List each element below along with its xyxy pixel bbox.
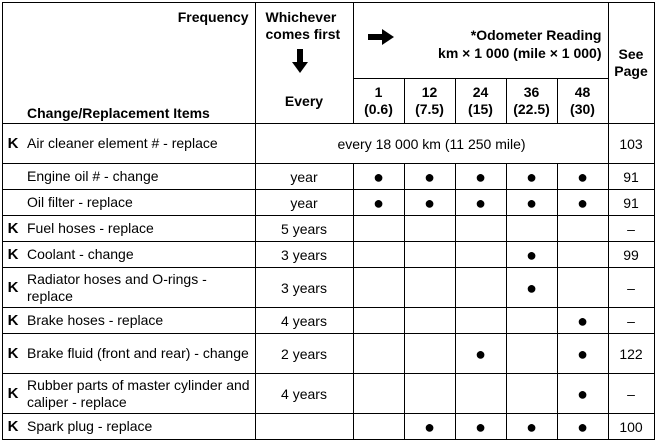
interval-header: 48 (30) (557, 78, 608, 123)
odometer-label: *Odometer Reading (470, 27, 602, 43)
mark-cell (404, 374, 455, 414)
table-row (3, 374, 655, 414)
item-name: Fuel hoses - replace (23, 216, 255, 242)
every-value: year (255, 190, 353, 216)
mark-cell (506, 308, 557, 334)
mark-cell (353, 334, 404, 374)
mark-cell: ● (506, 414, 557, 440)
page-ref: 122 (608, 334, 654, 374)
interval-header: 12 (7.5) (404, 78, 455, 123)
k-mark: K (3, 374, 24, 414)
table-row (3, 268, 655, 308)
page-ref: – (608, 216, 654, 242)
k-mark: K (3, 124, 24, 164)
mark-cell (404, 242, 455, 268)
mark-cell: ● (455, 414, 506, 440)
page-ref: – (608, 308, 654, 334)
mark-cell (455, 216, 506, 242)
every-value: 3 years (255, 268, 353, 308)
item-name: Oil filter - replace (23, 190, 255, 216)
interval-text: every 18 000 km (11 250 mile) (255, 124, 608, 164)
mark-cell: ● (557, 374, 608, 414)
mark-cell: ● (455, 164, 506, 190)
mark-cell (557, 268, 608, 308)
mark-cell: ● (557, 190, 608, 216)
see-page-header: See Page (608, 3, 654, 124)
table-row (3, 414, 655, 440)
interval-header: 1 (0.6) (353, 78, 404, 123)
mark-cell: ● (557, 414, 608, 440)
mark-cell: ● (506, 242, 557, 268)
item-name: Brake hoses - replace (23, 308, 255, 334)
k-mark: K (3, 308, 24, 334)
page-ref: 103 (608, 124, 654, 164)
mark-cell: ● (557, 164, 608, 190)
every-label: Every (284, 93, 324, 109)
mark-cell: ● (506, 190, 557, 216)
maintenance-schedule (2, 2, 655, 440)
schedule-table (2, 2, 655, 440)
mark-cell: ● (557, 308, 608, 334)
interval-header: 36 (22.5) (506, 78, 557, 123)
mark-cell (506, 216, 557, 242)
page-ref: 91 (608, 190, 654, 216)
frequency-label: Frequency (177, 9, 249, 25)
mark-cell: ● (557, 334, 608, 374)
item-name: Rubber parts of master cylinder and caliper - replace (23, 374, 255, 414)
odometer-units: km × 1 000 (mile × 1 000) (438, 45, 602, 61)
every-value (255, 414, 353, 440)
every-value: 2 years (255, 334, 353, 374)
mark-cell: ● (353, 164, 404, 190)
every-value: 5 years (255, 216, 353, 242)
k-mark (3, 190, 24, 216)
every-value: 3 years (255, 242, 353, 268)
mark-cell (455, 374, 506, 414)
mark-cell (404, 334, 455, 374)
page-ref: 99 (608, 242, 654, 268)
mark-cell: ● (455, 190, 506, 216)
page-ref: – (608, 374, 654, 414)
every-value: 4 years (255, 308, 353, 334)
table-row (3, 242, 655, 268)
mark-cell (353, 308, 404, 334)
mark-cell (404, 216, 455, 242)
header-odometer-cell (353, 3, 608, 79)
arrow-down-icon (292, 49, 308, 73)
mark-cell (353, 414, 404, 440)
mark-cell: ● (506, 268, 557, 308)
page-ref: 100 (608, 414, 654, 440)
table-row (3, 164, 655, 190)
table-row (3, 216, 655, 242)
k-mark: K (3, 414, 24, 440)
mark-cell: ● (353, 190, 404, 216)
every-value: 4 years (255, 374, 353, 414)
mark-cell (557, 216, 608, 242)
every-value: year (255, 164, 353, 190)
whichever-label: Whichever comes first (265, 9, 341, 42)
arrow-right-icon (368, 29, 394, 45)
item-name: Coolant - change (23, 242, 255, 268)
mark-cell: ● (404, 414, 455, 440)
mark-cell (353, 374, 404, 414)
item-name: Engine oil # - change (23, 164, 255, 190)
mark-cell: ● (404, 164, 455, 190)
mark-cell: ● (404, 190, 455, 216)
table-row (3, 334, 655, 374)
mark-cell (455, 242, 506, 268)
table-row (3, 190, 655, 216)
item-name: Radiator hoses and O-rings - replace (23, 268, 255, 308)
mark-cell (353, 242, 404, 268)
mark-cell (353, 268, 404, 308)
k-mark: K (3, 334, 24, 374)
mark-cell (455, 308, 506, 334)
items-label: Change/Replacement Items (27, 105, 210, 121)
mark-cell: ● (455, 334, 506, 374)
mark-cell (404, 268, 455, 308)
mark-cell (455, 268, 506, 308)
header-items-cell (3, 3, 256, 124)
mark-cell (506, 374, 557, 414)
table-row (3, 308, 655, 334)
page-ref: 91 (608, 164, 654, 190)
page-ref: – (608, 268, 654, 308)
item-name: Air cleaner element # - replace (23, 124, 255, 164)
mark-cell (353, 216, 404, 242)
table-row (3, 124, 655, 164)
item-name: Spark plug - replace (23, 414, 255, 440)
k-mark: K (3, 216, 24, 242)
mark-cell (404, 308, 455, 334)
interval-header: 24 (15) (455, 78, 506, 123)
k-mark: K (3, 268, 24, 308)
k-mark: K (3, 242, 24, 268)
header-every-cell (255, 3, 353, 124)
k-mark (3, 164, 24, 190)
mark-cell: ● (506, 164, 557, 190)
item-name: Brake fluid (front and rear) - change (23, 334, 255, 374)
mark-cell (506, 334, 557, 374)
mark-cell (557, 242, 608, 268)
